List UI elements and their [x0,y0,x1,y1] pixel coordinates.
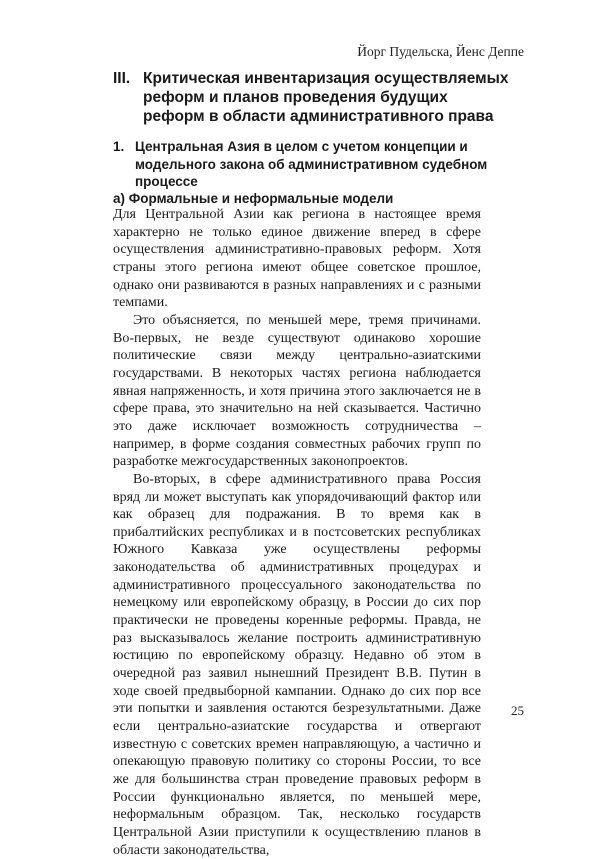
subsection-number: 1. [113,139,125,154]
body-text [113,206,481,859]
paragraph: Для Центральной Азии как региона в настоящее время характерно не только единое движение вперед в сфере осуществления административно-правовых реформ. Хотя страны этого региона имеют общее советское прошлое, однако они развиваются в разных направлениях и с разными темпами. [113,207,481,311]
section-title: Критическая инвентаризация осуществляемых реформ и планов проведения будущих реформ в области административного права [143,70,509,125]
section-number: III. [113,70,131,87]
section-heading [113,69,513,126]
paragraph: Это объясняется, по меньшей мере, тремя причинами. Во-первых, не везде существуют одинаково хорошие политические связи между центрально-азиатскими государствами. В некоторых частях региона наблюдается явная напряженность, и хотя причина этого заключается не в сфере права, это значительно на ней сказывается. Частично это даже исключает возможность сотрудничества – например, в форме создания совместных рабочих групп по разработке межгосударственных законопроектов. [113,312,481,470]
page-number: 25 [511,703,524,718]
subsubsection-heading: а) Формальные и неформальные модели [113,191,394,206]
subsection-heading [113,138,493,191]
paragraph: Во-вторых, в сфере административного права Россия вряд ли может выступать как упорядочивающий фактор или как образец для подражания. В то время как в прибалтийских республиках и в постсоветских республиках Южного Кавказа уже осуществлены реформы законодательства об административных процедурах и административного процессуального законодательства по немецкому или европейскому образцу, в России до сих пор практически не проведены коренные реформы. Правда, не раз высказывалось желание построить административную юстицию по европейскому образцу. Недавно об этом в очередной раз заявил нынешний Президент В.В. Путин в ходе своей предвыборной кампании. Однако до сих пор все эти попытки и заявления остаются безрезультатными. Даже если центрально-азиатские государства и отвергают известную с советских времен направляющую, а частично и опекающую правовую политику со стороны России, то все же для большинства стран проведение правовых реформ в России функционально является, по меньшей мере, неформальным образцом. Так, несколько государств Центральной Азии приступили к осуществлению планов в области законодательства, [113,471,481,858]
subsection-title: Центральная Азия в целом с учетом концепции и модельного закона об административном судебном процессе [135,139,488,189]
running-head: Йорг Пудельска, Йенс Деппе [357,44,524,59]
